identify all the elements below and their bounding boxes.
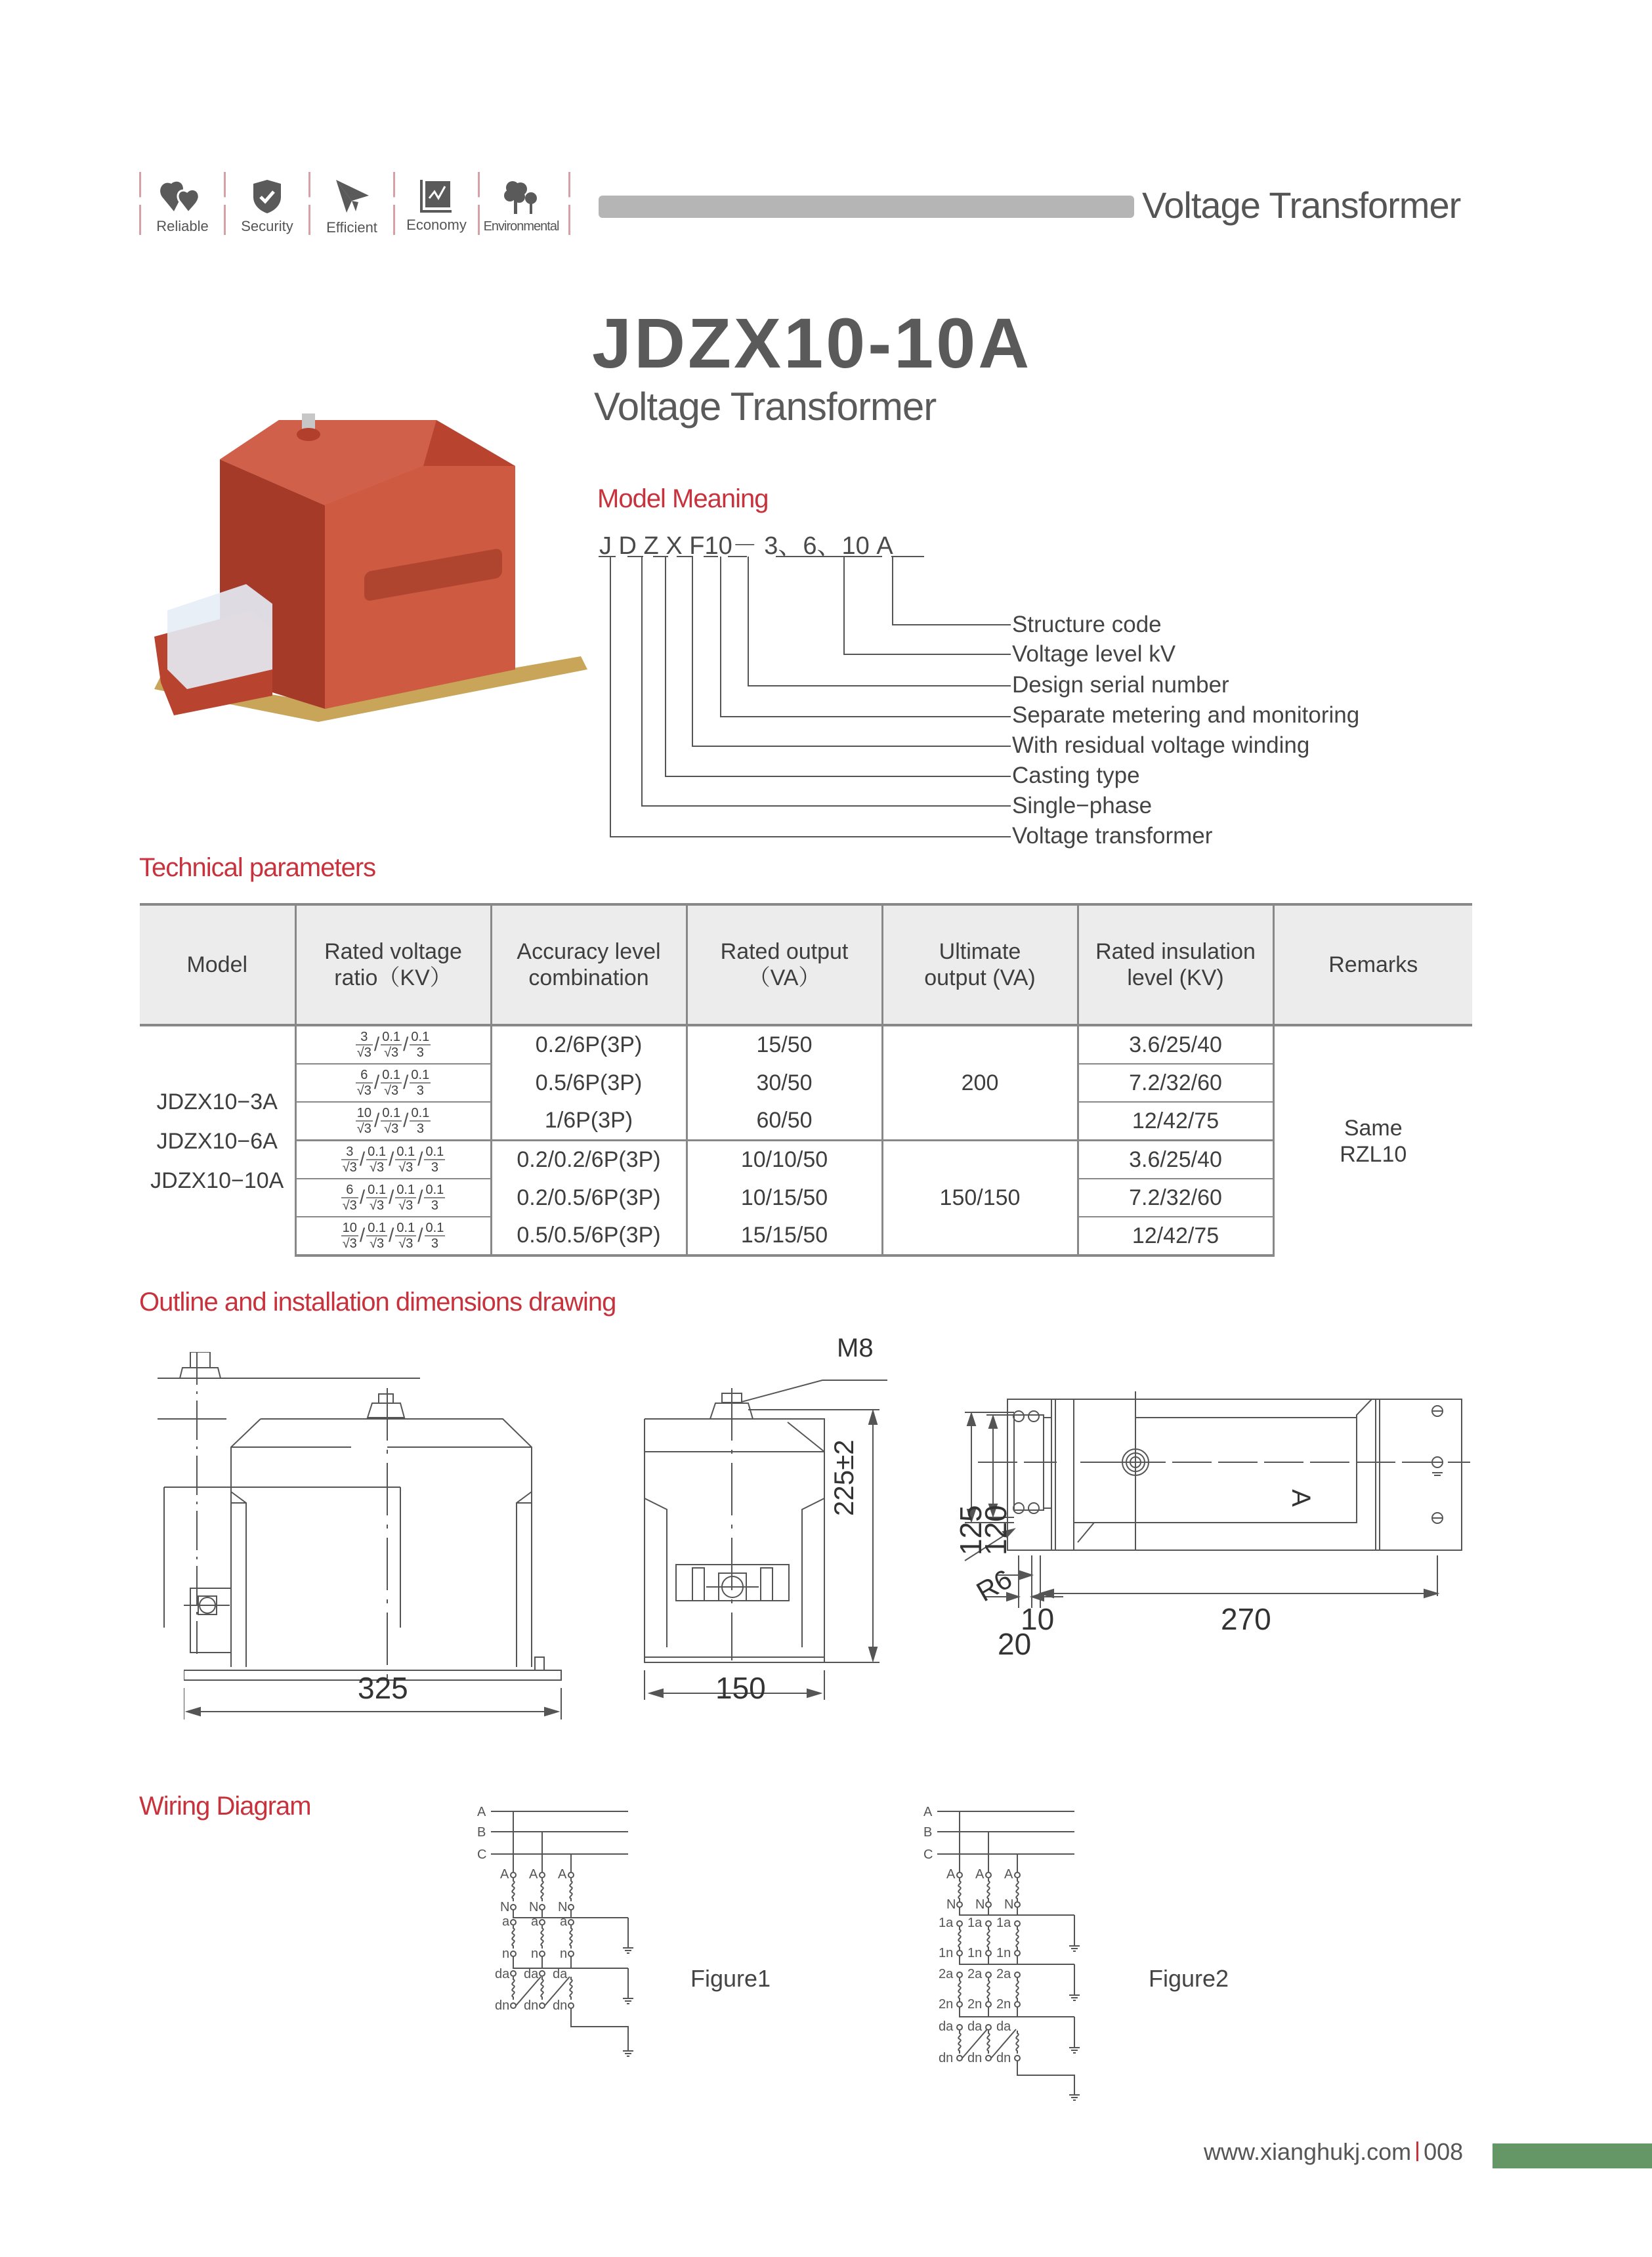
- svg-text:dn: dn: [495, 1998, 510, 2013]
- svg-text:a: a: [502, 1914, 510, 1929]
- feature-label: Economy: [406, 217, 467, 233]
- header-model: Model: [140, 904, 295, 1025]
- header-accuracy: Accuracy level combination: [491, 904, 687, 1025]
- model-part-voltage-transformer: Voltage transformer: [1012, 823, 1213, 849]
- svg-text:N: N: [1004, 1897, 1014, 1912]
- front-view-outline: [184, 1352, 591, 1719]
- header-rated-output: Rated output（VA）: [687, 904, 882, 1025]
- model-cell: [140, 1025, 295, 1255]
- feature-divider: [224, 172, 226, 235]
- svg-text:2a: 2a: [996, 1967, 1011, 1981]
- rated-output-cell: 15/50: [687, 1025, 882, 1064]
- feature-environmental: [480, 172, 562, 238]
- svg-text:1n: 1n: [939, 1946, 954, 1960]
- accuracy-cell: 0.2/0.5/6P(3P): [491, 1179, 687, 1217]
- paper-plane-icon: [333, 179, 370, 215]
- svg-text:n: n: [531, 1947, 539, 1961]
- feature-label: Security: [241, 218, 293, 234]
- svg-text:A: A: [923, 1805, 933, 1819]
- feature-label: Environmental: [483, 219, 559, 234]
- insulation-cell: 12/42/75: [1078, 1217, 1273, 1255]
- remarks-line: RZL10: [1340, 1141, 1407, 1167]
- svg-text:2a: 2a: [967, 1967, 983, 1981]
- ratio-cell: $\frac{6}{√3}$ / $\frac{0.1}{√3}$ / $\frac{0.1}{√3}$ / $\frac{0.1}{3}$: [295, 1179, 491, 1217]
- figure1-label: Figure1: [690, 1965, 771, 1992]
- svg-text:A: A: [500, 1867, 509, 1882]
- insulation-cell: 3.6/25/40: [1078, 1025, 1273, 1064]
- dim-20: 20: [998, 1627, 1032, 1661]
- svg-text:da: da: [524, 1967, 539, 1981]
- svg-text:C: C: [923, 1847, 933, 1862]
- svg-text:N: N: [529, 1900, 539, 1914]
- table-header-row: [140, 904, 1472, 1025]
- svg-text:2n: 2n: [967, 1997, 983, 2012]
- remarks-line: Same: [1344, 1115, 1403, 1141]
- technical-parameters-table: [140, 903, 1472, 1257]
- technical-parameters-title: Technical parameters: [139, 853, 376, 882]
- header-insulation: Rated insulation level (KV): [1078, 904, 1273, 1025]
- dim-r6: R6: [971, 1563, 1017, 1608]
- svg-text:da: da: [939, 2019, 954, 2034]
- svg-text:da: da: [495, 1967, 510, 1981]
- ultimate-output-cell: 150/150: [882, 1141, 1078, 1256]
- svg-text:A: A: [529, 1867, 538, 1882]
- feature-divider: [478, 172, 480, 235]
- hearts-icon: [159, 179, 205, 214]
- footer-url: www.xianghukj.com: [1204, 2138, 1412, 2165]
- rated-output-cell: 10/10/50: [687, 1141, 882, 1179]
- svg-text:1a: 1a: [996, 1916, 1011, 1930]
- svg-text:C: C: [477, 1847, 487, 1862]
- ratio-cell: $\frac{10}{√3}$ / $\frac{0.1}{√3}$ / $\frac{0.1}{√3}$ / $\frac{0.1}{3}$: [295, 1217, 491, 1255]
- svg-text:B: B: [923, 1825, 933, 1840]
- rated-output-cell: 15/15/50: [687, 1217, 882, 1255]
- svg-text:da: da: [996, 2019, 1011, 2034]
- svg-text:1a: 1a: [939, 1916, 954, 1930]
- footer-divider: [1416, 2141, 1418, 2161]
- table-row: [140, 1064, 1472, 1102]
- header-ratio: Rated voltage ratio（KV）: [295, 904, 491, 1025]
- table-row: [140, 1025, 1472, 1064]
- feature-label: Reliable: [156, 218, 209, 234]
- svg-text:da: da: [553, 1967, 568, 1981]
- feature-efficient: [311, 172, 392, 238]
- header-category: Voltage Transformer: [1142, 184, 1461, 226]
- model-meaning-leader-lines: [591, 551, 1017, 847]
- remarks-cell: [1273, 1025, 1472, 1255]
- wiring-figure1: [473, 1798, 643, 2061]
- svg-text:B: B: [477, 1825, 486, 1840]
- accuracy-cell: 1/6P(3P): [491, 1102, 687, 1141]
- model-code: J D Z X F10－ 3、6、10 A: [599, 532, 893, 560]
- dim-125: 125: [954, 1505, 988, 1555]
- model-name: JDZX10−3A: [156, 1089, 278, 1114]
- bolt-size-label: M8: [837, 1334, 874, 1362]
- product-photo: [148, 394, 594, 735]
- outline-title: Outline and installation dimensions drawing: [139, 1288, 616, 1317]
- table-row: [140, 1179, 1472, 1217]
- footer-accent-bar: [1493, 2143, 1652, 2168]
- side-view-drawing: [630, 1345, 893, 1719]
- view-marker-a: A: [1286, 1489, 1315, 1507]
- shield-check-icon: [252, 179, 282, 214]
- dim-270: 270: [1221, 1602, 1271, 1636]
- svg-text:a: a: [560, 1914, 568, 1929]
- model-part-casting-type: Casting type: [1012, 763, 1140, 788]
- insulation-cell: 7.2/32/60: [1078, 1179, 1273, 1217]
- dim-120: 120: [979, 1505, 1013, 1555]
- svg-text:da: da: [967, 2019, 983, 2034]
- front-width-dim: 325: [358, 1671, 408, 1705]
- ratio-cell: $\frac{6}{√3}$ / $\frac{0.1}{√3}$ / $\frac{0.1}{3}$: [295, 1064, 491, 1102]
- insulation-cell: 7.2/32/60: [1078, 1064, 1273, 1102]
- svg-text:A: A: [477, 1805, 486, 1819]
- model-part-single-phase: Single−phase: [1012, 793, 1153, 818]
- feature-divider: [308, 172, 310, 235]
- model-name: JDZX10−6A: [156, 1128, 278, 1154]
- line-chart-icon: [420, 179, 453, 213]
- insulation-cell: 3.6/25/40: [1078, 1141, 1273, 1179]
- model-part-separate-metering: Separate metering and monitoring: [1012, 702, 1360, 728]
- feature-divider: [393, 172, 395, 235]
- feature-label: Efficient: [326, 219, 377, 236]
- svg-text:1a: 1a: [967, 1916, 983, 1930]
- feature-divider: [139, 172, 141, 235]
- svg-text:A: A: [946, 1867, 956, 1882]
- svg-text:2n: 2n: [939, 1997, 954, 2012]
- svg-text:n: n: [560, 1947, 568, 1961]
- product-model: JDZX10-10A: [592, 303, 1032, 383]
- rated-output-cell: 10/15/50: [687, 1179, 882, 1217]
- footer: [1204, 2138, 1463, 2166]
- svg-text:2a: 2a: [939, 1967, 954, 1981]
- model-part-voltage-level: Voltage level kV: [1012, 641, 1176, 667]
- wiring-title: Wiring Diagram: [139, 1792, 311, 1821]
- model-part-residual-winding: With residual voltage winding: [1012, 732, 1310, 758]
- accuracy-cell: 0.5/0.5/6P(3P): [491, 1217, 687, 1255]
- svg-text:dn: dn: [524, 1998, 539, 2013]
- svg-text:N: N: [946, 1897, 956, 1912]
- svg-text:2n: 2n: [996, 1997, 1011, 2012]
- model-part-structure-code: Structure code: [1012, 612, 1162, 637]
- svg-text:N: N: [975, 1897, 985, 1912]
- svg-text:n: n: [502, 1947, 510, 1961]
- svg-text:1n: 1n: [967, 1946, 983, 1960]
- header-bar: [599, 196, 1134, 218]
- model-meaning-title: Model Meaning: [597, 484, 769, 513]
- model-part-design-serial: Design serial number: [1012, 672, 1229, 698]
- page-number: 008: [1424, 2138, 1464, 2165]
- insulation-cell: 12/42/75: [1078, 1102, 1273, 1141]
- ratio-cell: $\frac{3}{√3}$ / $\frac{0.1}{√3}$ / $\frac{0.1}{3}$: [295, 1025, 491, 1064]
- svg-text:a: a: [531, 1914, 539, 1929]
- table-row: [140, 1102, 1472, 1141]
- svg-text:dn: dn: [939, 2051, 954, 2065]
- ratio-cell: $\frac{10}{√3}$ / $\frac{0.1}{√3}$ / $\frac{0.1}{3}$: [295, 1102, 491, 1141]
- svg-text:dn: dn: [967, 2051, 983, 2065]
- feature-divider: [568, 172, 570, 235]
- header-remarks: Remarks: [1273, 904, 1472, 1025]
- svg-text:dn: dn: [553, 1998, 568, 2013]
- svg-text:A: A: [558, 1867, 567, 1882]
- accuracy-cell: 0.2/6P(3P): [491, 1025, 687, 1064]
- rated-output-cell: 30/50: [687, 1064, 882, 1102]
- feature-economy: [396, 172, 477, 238]
- trees-icon: [501, 179, 541, 215]
- svg-text:A: A: [975, 1867, 985, 1882]
- model-name: JDZX10−10A: [150, 1168, 284, 1193]
- ultimate-output-cell: 200: [882, 1025, 1078, 1141]
- side-width-dim: 150: [715, 1671, 766, 1705]
- table-row: [140, 1217, 1472, 1255]
- table-row: [140, 1141, 1472, 1179]
- product-subtitle: Voltage Transformer: [594, 385, 937, 429]
- feature-security: [226, 172, 308, 238]
- ratio-cell: $\frac{3}{√3}$ / $\frac{0.1}{√3}$ / $\frac{0.1}{√3}$ / $\frac{0.1}{3}$: [295, 1141, 491, 1179]
- svg-text:A: A: [1004, 1867, 1013, 1882]
- dim-10: 10: [1021, 1602, 1055, 1636]
- height-dim: 225±2: [828, 1439, 859, 1516]
- wiring-figure2: [919, 1798, 1090, 2107]
- svg-text:1n: 1n: [996, 1946, 1011, 1960]
- feature-reliable: [142, 172, 223, 238]
- figure2-label: Figure2: [1149, 1965, 1229, 1992]
- rated-output-cell: 60/50: [687, 1102, 882, 1141]
- svg-text:N: N: [500, 1900, 510, 1914]
- accuracy-cell: 0.5/6P(3P): [491, 1064, 687, 1102]
- accuracy-cell: 0.2/0.2/6P(3P): [491, 1141, 687, 1179]
- header-ultimate-output: Ultimate output (VA): [882, 904, 1078, 1025]
- svg-text:N: N: [558, 1900, 568, 1914]
- svg-text:dn: dn: [996, 2051, 1011, 2065]
